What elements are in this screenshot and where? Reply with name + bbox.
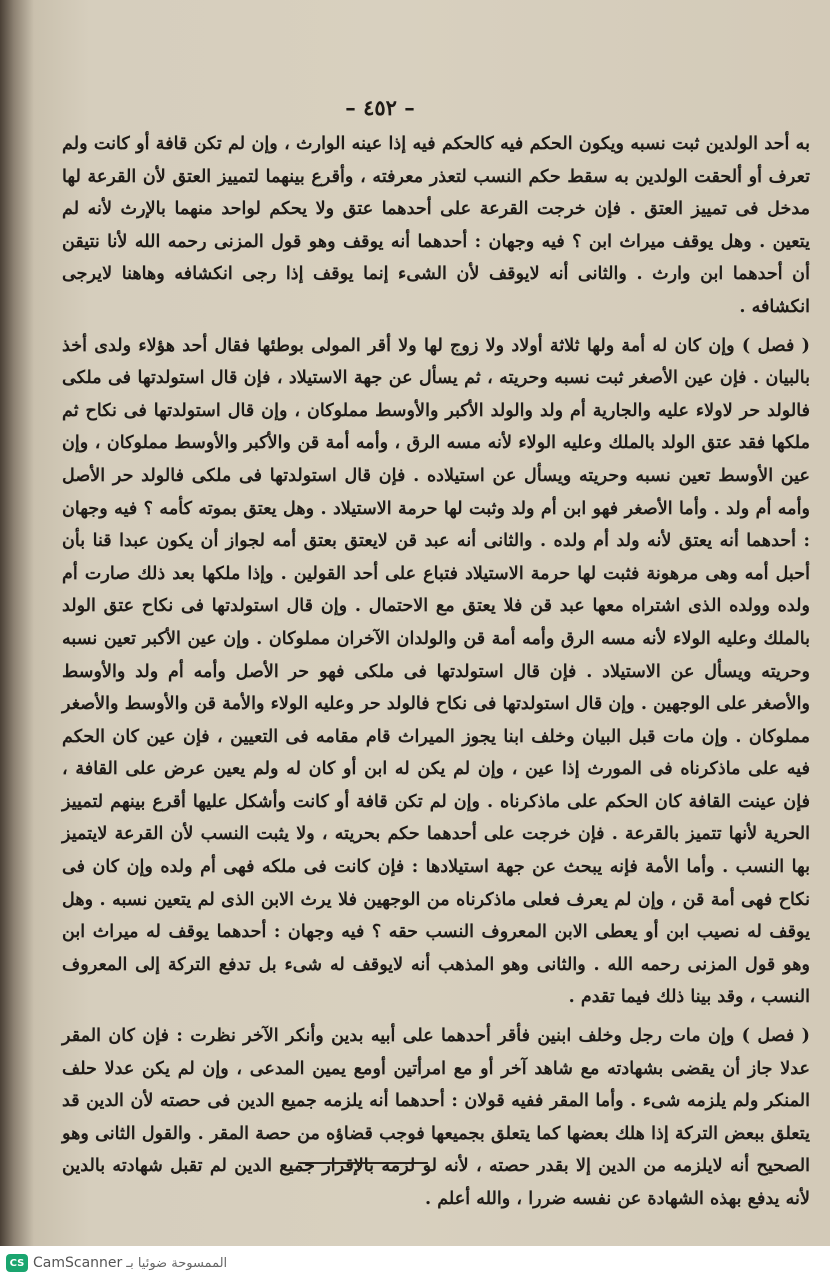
scanned-with-caption: الممسوحة ضوئيا بـ <box>126 1255 228 1271</box>
page-number: – ٤٥٢ – <box>345 95 415 120</box>
body-text <box>62 128 810 1222</box>
camscanner-logo-icon: CS <box>6 1254 28 1272</box>
paragraph-3: ( فصل ) وإن مات رجل وخلف ابنين فأقر أحدهما على أبيه بدين وأنكر الآخر نظرت : فإن كان المقر عدلا جاز أن يقضى بشهادته مع شاهد آخر أو مع امرأتين أومع يمين المدعى ، وإن لم يكن عدلا حلف المنكر ولم يلزمه شىء . وأما المقر ففيه قولان : أحدهما أنه يلزمه جميع الدين فى حصته لأن الدين قد يتعلق ببعض التركة إذا هلك بعضها كما يتعلق بجميعها فوجب قضاؤه من حصة المقر . والقول الثانى وهو الصحيح أنه لايلزمه من الدين إلا بقدر حصته ، لأنه لو لزمه بالإقرار جميع الدين لم تقبل شهادته بالدين لأنه يدفع بهذه الشهادة عن نفسه ضررا ، والله أعلم . <box>62 1025 810 1209</box>
paragraph-2: ( فصل ) وإن كان له أمة ولها ثلاثة أولاد ولا زوج لها ولا أقر المولى بوطئها فقال أحد هؤلاء ولدى أخذ بالبيان . فإن عين الأصغر ثبت نسبه وحريته ، ثم يسأل عن جهة الاستيلاد ، فإن قال استولدتها فى ملكى فالولد حر لاولاء عليه والجارية أم ولد والولد الأكبر والأوسط مملوكان ، وإن قال استولدتها فى نكاح ثم ملكها فقد عتق الولد بالملك وعليه الولاء لأنه مسه الرق ، وأمه أمة قن والأكبر والأوسط مملوكان ، وإن عين الأوسط تعين نسبه وحريته ويسأل عن استيلاده . فإن قال استولدتها فى ملكى فالولد حر الأصل وأمه أم ولد . وأما الأصغر فهو ابن أم ولد وثبت لها حرمة الاستيلاد . وهل يعتق بموته كأمه ؟ فيه وجهان : أحدهما أنه يعتق لأنه ولد أم ولده . والثانى أنه عبد قن لايعتق بعتق أمه لجواز أن يكون عبدا قنا بأن أحبل أمه وهى مرهونة فثبت لها حرمة الاستيلاد فتباع على أحد القولين . وإذا ملكها بعد ذلك صارت أم ولده وولده الذى اشتراه معها عبد قن فلا يعتق مع الاحتمال . وإن قال استولدتها فى نكاح عتق الولد بالملك وعليه الولاء لأنه مسه الرق وأمه أمة قن والولدان الآخران مملوكان . وإن عين الأكبر تعين نسبه وحريته ويسأل عن الاستيلاد . فإن قال استولدتها فى ملكى فهو حر الأصل وأمه أم ولد والأوسط والأصغر على الوجهين . وإن قال استولدتها فى نكاح فالولد حر وعليه الولاء والأمة قن والأوسط والأصغر مملوكان . وإن مات قبل البيان وخلف ابنا يجوز الميراث قام مقامه فى التعيين ، فإن عين كان الحكم فيه على ماذكرناه فى المورث إذا عين ، وإن لم يكن له ابن أو كان له ولم يعين عرض على القافة ، فإن عينت القافة كان الحكم على ماذكرناه . وإن لم تكن قافة أو كانت وأشكل عليها أقرع بينهم لتمييز الحرية لأنها تتميز بالقرعة . فإن خرجت على أحدهما حكم بحريته ، ولا يثبت النسب لأن القرعة لايتميز بها النسب . وأما الأمة فإنه يبحث عن جهة استيلادها : فإن كانت فى ملكه فهى أم ولده وإن كان فى نكاح فهى أمة قن ، وإن لم يعرف فعلى ماذكرناه من الوجهين فلا يرث الابن الذى لم يتعين نسبه . وهل يوقف له نصيب ابن أو يعطى الابن المعروف النسب حقه ؟ فيه وجهان : أحدهما يوقف له ميراث ابن وهو قول المزنى رحمه الله . والثانى وهو المذهب أنه لايوقف له شىء بل تدفع التركة إلى المعروف النسب ، وقد بينا ذلك فيما تقدم . <box>62 334 810 1008</box>
paragraph-1: به أحد الولدين ثبت نسبه ويكون الحكم فيه كالحكم فيه إذا عينه الوارث ، وإن لم تكن قافة أو كانت ولم تعرف أو ألحقت الولدين به سقط حكم النسب لتعذر معرفته ، وأقرع بينهما لتمييز العتق لأن القرعة لها مدخل فى تمييز العتق . فإن خرجت القرعة على أحدهما عتق ولا يحكم لواحد منهما بالإرث لأنه لم يتعين . وهل يوقف ميراث ابن ؟ فيه وجهان : أحدهما أنه يوقف وهو قول المزنى رحمه الله لأنا نتيقن أن أحدهما ابن وارث . والثانى أنه لايوقف لأن الشىء إنما يوقف إذا رجى انكشافه وهاهنا لايرجى انكشافه . <box>62 133 810 317</box>
scanner-watermark <box>0 1246 830 1280</box>
camscanner-name: CamScanner <box>33 1255 123 1271</box>
end-divider <box>298 1162 428 1164</box>
